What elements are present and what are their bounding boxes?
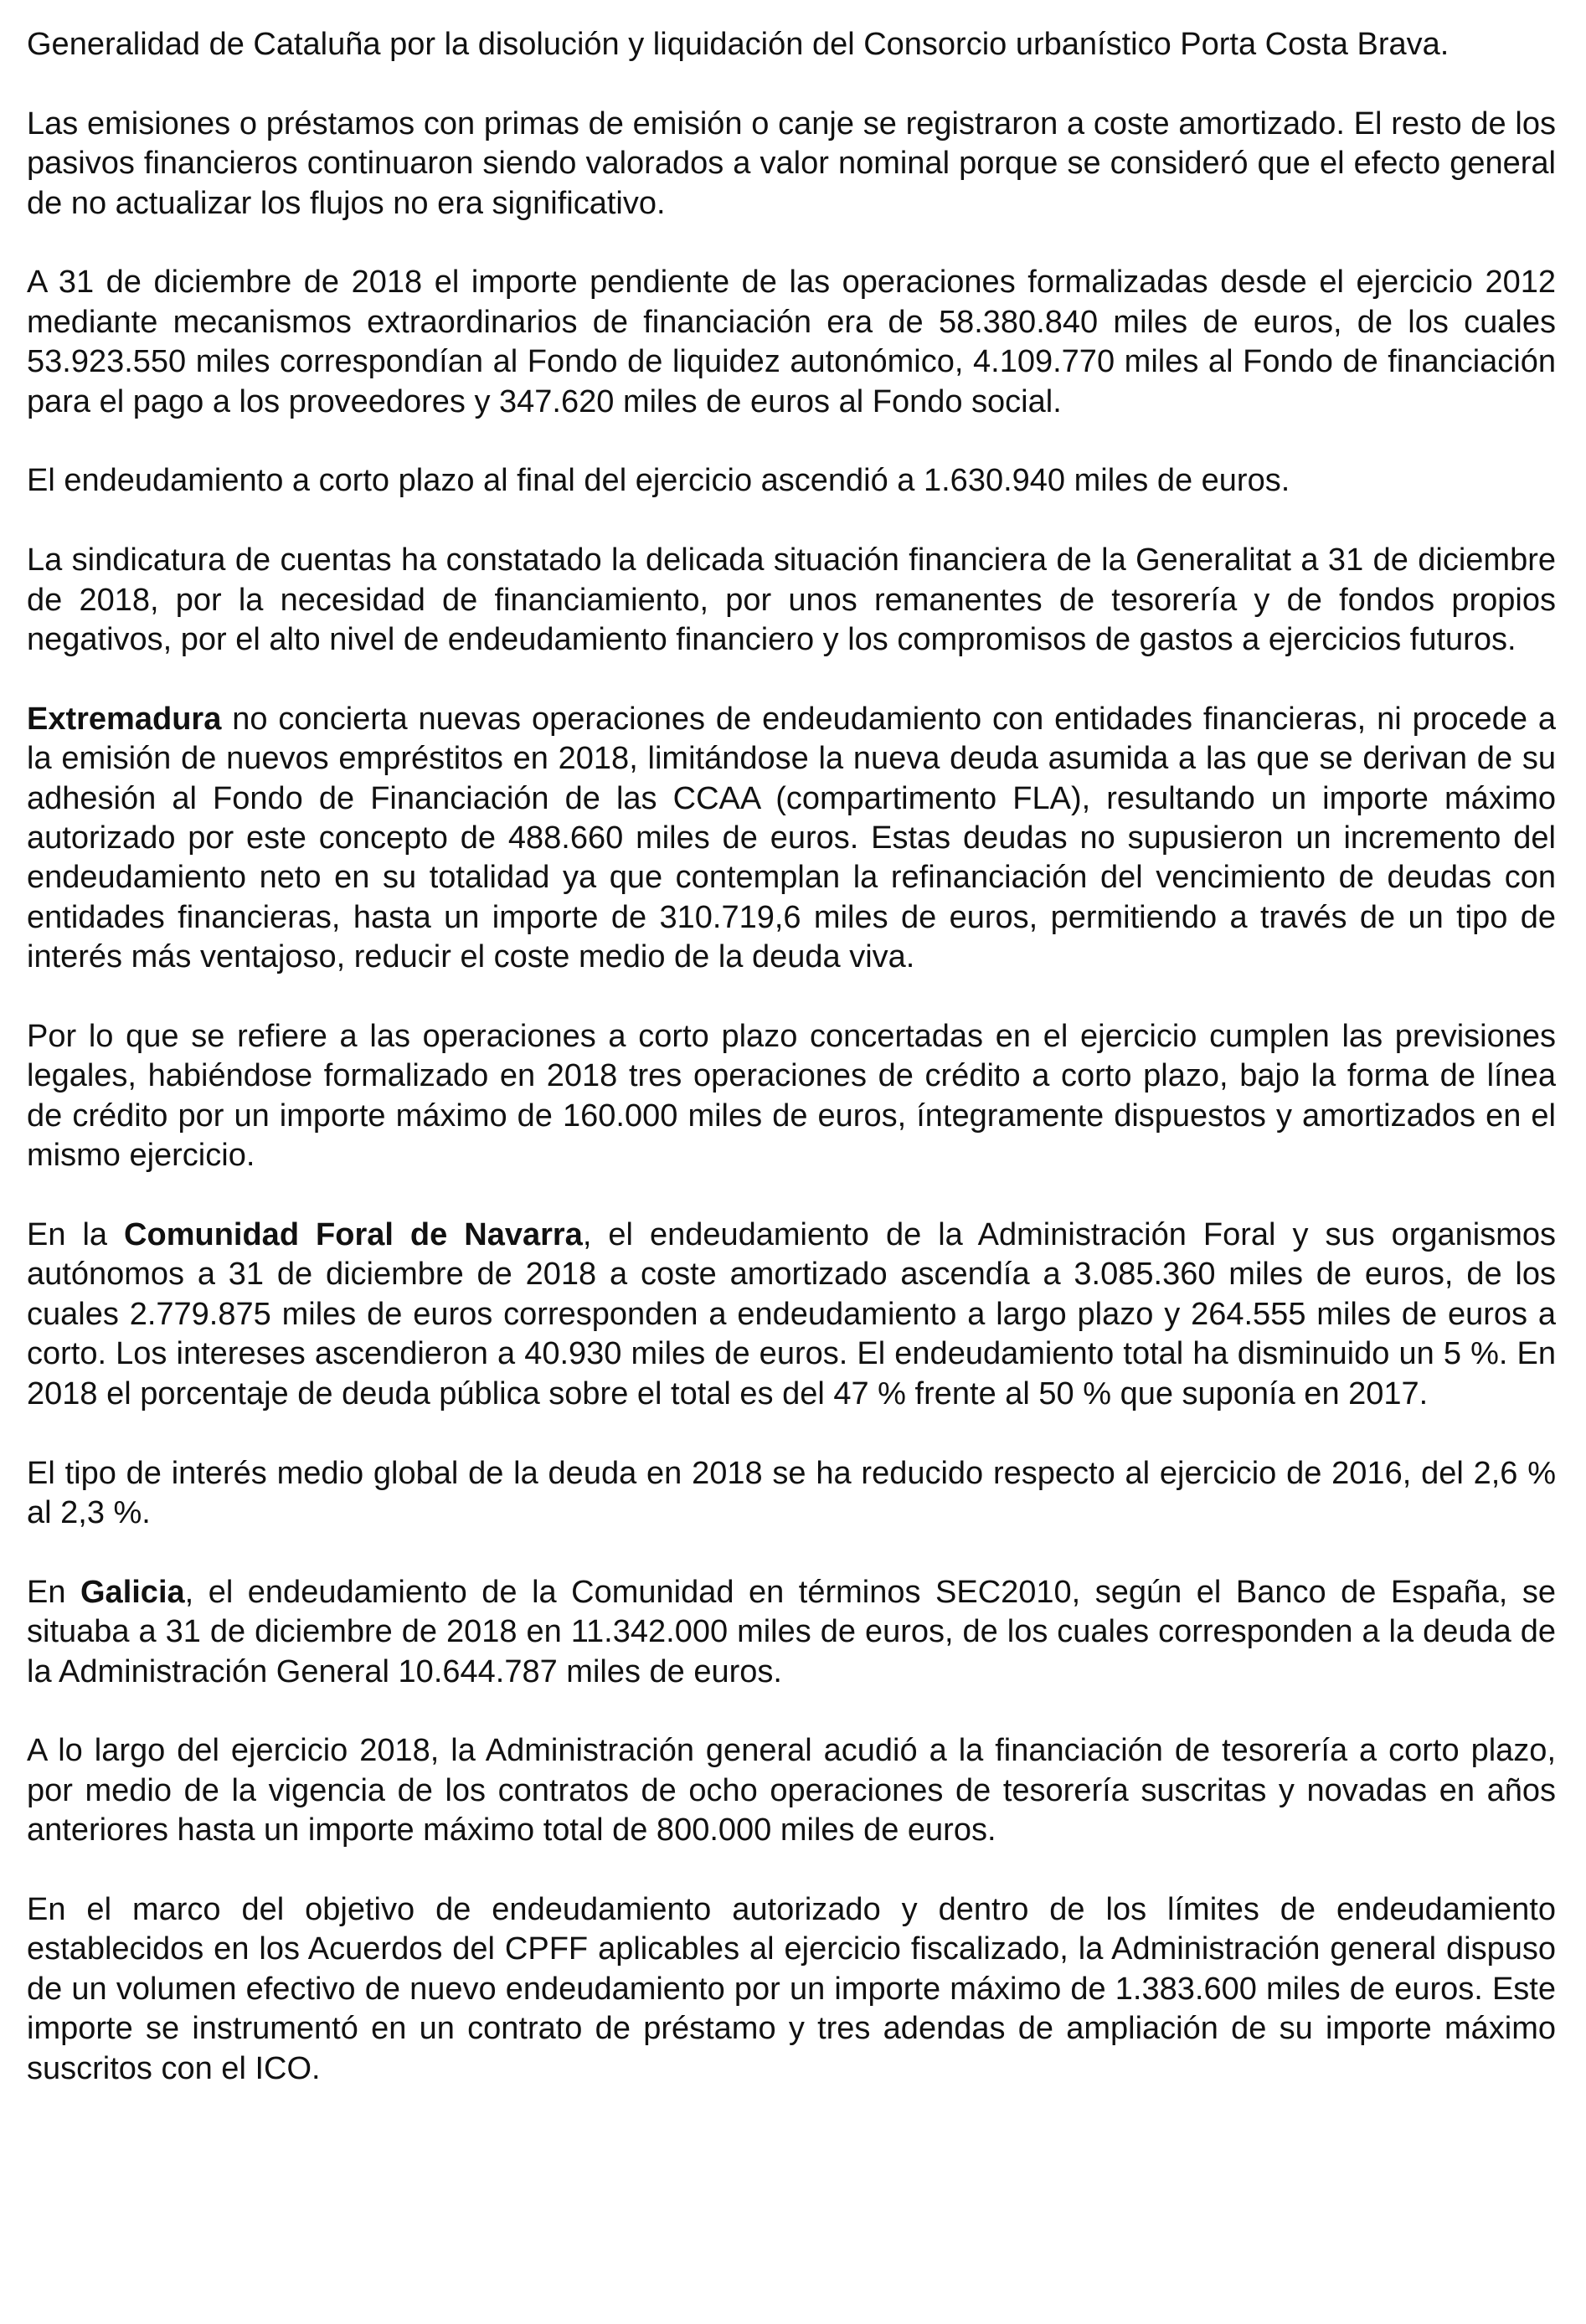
paragraph-rest: , el endeudamiento de la Comunidad en términos SEC2010, según el Banco de España, se situaba a 31 de diciembre de 2018 en 11.342.000 miles de euros, de los cuales corresponden a la deuda de la Administración General 10.644.787 miles de euros. [27,1574,1556,1689]
paragraph-galicia [27,1573,1556,1692]
region-name-navarra: Comunidad Foral de Navarra [124,1217,583,1253]
paragraph-extremadura [27,700,1556,978]
paragraph-rest: , el endeudamiento de la Administración Foral y sus organismos autónomos a 31 de diciembre de 2018 a coste amortizado ascendía a 3.085.360 miles de euros, de los cuales 2.779.875 miles de euros corresponden a endeudamiento a largo plazo y 264.555 miles de euros a corto. Los intereses ascendieron a 40.930 miles de euros. El endeudamiento total ha disminuido un 5 %. En 2018 el porcentaje de deuda pública sobre el total es del 47 % frente al 50 % que suponía en 2017. [27,1217,1556,1411]
paragraph-navarra [27,1216,1556,1414]
paragraph-cataluna-consorcio: Generalidad de Cataluña por la disolución y liquidación del Consorcio urbanístico Porta Costa Brava. [27,27,1450,62]
paragraph-emisiones-prestamos: Las emisiones o préstamos con primas de emisión o canje se registraron a coste amortizado. El resto de los pasivos financieros continuaron siendo valorados a valor nominal porque se consideró que el efecto general de no actualizar los flujos no era significativo. [27,105,1556,221]
document-page [27,25,1556,2128]
paragraph-rest: no concierta nuevas operaciones de endeudamiento con entidades financieras, ni procede a la emisión de nuevos empréstitos en 2018, limitándose la nueva deuda asumida a las que se derivan de su adhesión al Fondo de Financiación de las CCAA (compartimento FLA), resultando un importe máximo autorizado por este concepto de 488.660 miles de euros. Estas deudas no supusieron un incremento del endeudamiento neto en su totalidad ya que contemplan la refinanciación del vencimiento de deudas con entidades financieras, hasta un importe de 310.719,6 miles de euros, permitiendo a través de un tipo de interés más ventajoso, reducir el coste medio de la deuda viva. [27,701,1556,975]
paragraph-endeudamiento-corto-plazo: El endeudamiento a corto plazo al final del ejercicio ascendió a 1.630.940 miles de euros. [27,463,1290,499]
paragraph-tesoreria: A lo largo del ejercicio 2018, la Administración general acudió a la financiación de tesorería a corto plazo, por medio de la vigencia de los contratos de ocho operaciones de tesorería suscritas y novadas en años anteriores hasta un importe máximo total de 800.000 miles de euros. [27,1733,1556,1848]
paragraph-sindicatura: La sindicatura de cuentas ha constatado la delicada situación financiera de la Generalitat a 31 de diciembre de 2018, por la necesidad de financiamiento, por unos remanentes de tesorería y de fondos propios negativos, por el alto nivel de endeudamiento financiero y los compromisos de gastos a ejercicios futuros. [27,542,1556,658]
paragraph-lead: En [27,1574,80,1610]
region-name-extremadura: Extremadura [27,701,222,737]
paragraph-mecanismos-extraordinarios: A 31 de diciembre de 2018 el importe pendiente de las operaciones formalizadas desde el ejercicio 2012 mediante mecanismos extraordinarios de financiación era de 58.380.840 miles de euros, de los cuales 53.923.550 miles correspondían al Fondo de liquidez autonómico, 4.109.770 miles al Fondo de financiación para el pago a los proveedores y 347.620 miles de euros al Fondo social. [27,265,1556,419]
paragraph-operaciones-corto-plazo: Por lo que se refiere a las operaciones a corto plazo concertadas en el ejercicio cumplen las previsiones legales, habiéndose formalizado en 2018 tres operaciones de crédito a corto plazo, bajo la forma de línea de crédito por un importe máximo de 160.000 miles de euros, íntegramente dispuestos y amortizados en el mismo ejercicio. [27,1019,1556,1174]
paragraph-tipo-interes: El tipo de interés medio global de la deuda en 2018 se ha reducido respecto al ejercicio de 2016, del 2,6 % al 2,3 %. [27,1455,1556,1530]
paragraph-lead: En la [27,1217,125,1253]
paragraph-marco-objetivo: En el marco del objetivo de endeudamiento autorizado y dentro de los límites de endeudamiento establecidos en los Acuerdos del CPFF aplicables al ejercicio fiscalizado, la Administración general dispuso de un volumen efectivo de nuevo endeudamiento por un importe máximo de 1.383.600 miles de euros. Este importe se instrumentó en un contrato de préstamo y tres adendas de ampliación de su importe máximo suscritos con el ICO. [27,1891,1556,2086]
region-name-galicia: Galicia [80,1574,185,1610]
